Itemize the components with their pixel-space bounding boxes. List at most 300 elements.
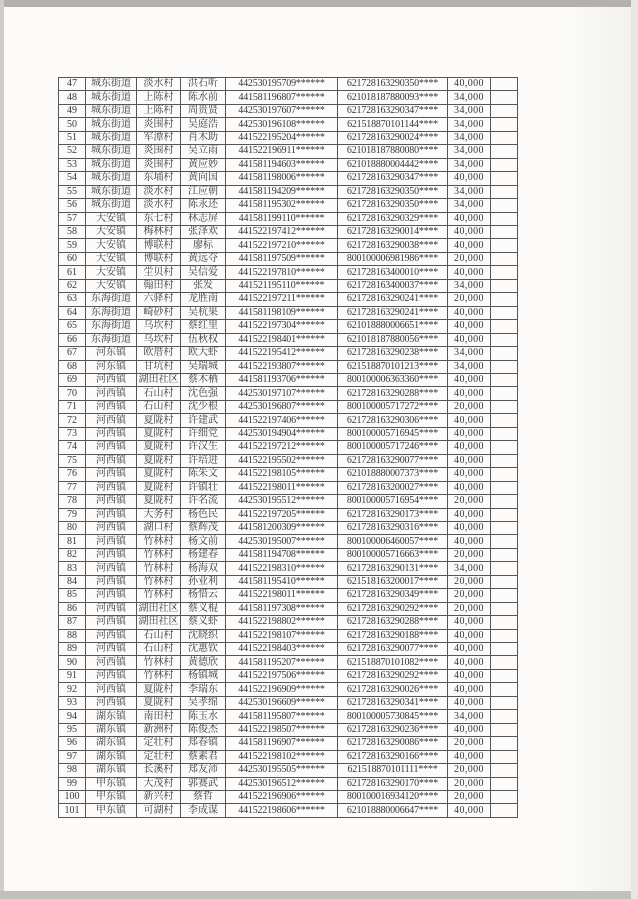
table-row <box>59 118 518 131</box>
cell-index: 84 <box>59 575 86 588</box>
cell-bank-card-masked: 621018187880080**** <box>338 145 448 158</box>
cell-id-masked: 441522197810****** <box>226 266 338 279</box>
cell-blank <box>491 239 518 252</box>
cell-index: 60 <box>59 252 86 265</box>
table-row <box>59 791 518 804</box>
table-row <box>59 764 518 777</box>
table-row <box>59 347 518 360</box>
cell-index: 66 <box>59 333 86 346</box>
cell-name: 吴信爱 <box>181 266 226 279</box>
cell-village: 竹林村 <box>137 562 181 575</box>
cell-village: 夏陇村 <box>137 495 181 508</box>
cell-name: 许汉生 <box>181 441 226 454</box>
cell-amount: 34,000 <box>448 145 491 158</box>
cell-id-masked: 441522198606****** <box>226 804 338 818</box>
cell-bank-card-masked: 800100006981986**** <box>338 252 448 265</box>
cell-id-masked: 441581197509****** <box>226 252 338 265</box>
cell-name: 郑春镇 <box>181 737 226 750</box>
cell-bank-card-masked: 621018880006647**** <box>338 804 448 818</box>
cell-index: 64 <box>59 306 86 319</box>
cell-bank-card-masked: 621728163290077**** <box>338 643 448 656</box>
table-row <box>59 252 518 265</box>
cell-amount: 40,000 <box>448 333 491 346</box>
cell-index: 69 <box>59 373 86 386</box>
cell-name: 沈少根 <box>181 400 226 413</box>
cell-bank-card-masked: 800100005716945**** <box>338 427 448 440</box>
cell-id-masked: 442530196512****** <box>226 777 338 790</box>
cell-blank <box>491 185 518 198</box>
cell-bank-card-masked: 621518870101213**** <box>338 360 448 373</box>
cell-bank-card-masked: 621728163290170**** <box>338 777 448 790</box>
cell-village: 博联村 <box>137 252 181 265</box>
cell-village: 欧厝村 <box>137 347 181 360</box>
cell-blank <box>491 427 518 440</box>
cell-village: 翰田村 <box>137 279 181 292</box>
table-row <box>59 199 518 212</box>
cell-id-masked: 442530196807****** <box>226 400 338 413</box>
cell-amount: 40,000 <box>448 508 491 521</box>
cell-bank-card-masked: 621018187880093**** <box>338 91 448 104</box>
cell-id-masked: 441521195110****** <box>226 279 338 292</box>
cell-index: 99 <box>59 777 86 790</box>
cell-town: 湖东镇 <box>86 764 137 777</box>
cell-id-masked: 441581195410****** <box>226 575 338 588</box>
cell-bank-card-masked: 621728163290347**** <box>338 104 448 117</box>
cell-bank-card-masked: 621728163290341**** <box>338 696 448 709</box>
cell-town: 河西镇 <box>86 495 137 508</box>
table-row <box>59 683 518 696</box>
cell-town: 城东街道 <box>86 104 137 117</box>
cell-index: 78 <box>59 495 86 508</box>
cell-blank <box>491 602 518 615</box>
cell-bank-card-masked: 621728163290238**** <box>338 347 448 360</box>
cell-amount: 34,000 <box>448 118 491 131</box>
cell-id-masked: 442530195505****** <box>226 764 338 777</box>
table-row <box>59 669 518 682</box>
cell-id-masked: 441522197406****** <box>226 414 338 427</box>
cell-name: 许建武 <box>181 414 226 427</box>
cell-id-masked: 441581196907****** <box>226 737 338 750</box>
cell-village: 乌坎村 <box>137 320 181 333</box>
cell-index: 74 <box>59 441 86 454</box>
cell-index: 82 <box>59 548 86 561</box>
cell-blank <box>491 696 518 709</box>
table-row <box>59 145 518 158</box>
cell-town: 河西镇 <box>86 468 137 481</box>
cell-id-masked: 441522197205****** <box>226 508 338 521</box>
cell-blank <box>491 683 518 696</box>
table-row <box>59 710 518 723</box>
cell-name: 黄应妙 <box>181 158 226 171</box>
cell-amount: 20,000 <box>448 495 491 508</box>
cell-blank <box>491 306 518 319</box>
cell-amount: 20,000 <box>448 791 491 804</box>
cell-name: 杨惜云 <box>181 589 226 602</box>
cell-id-masked: 441581195207****** <box>226 656 338 669</box>
table-row <box>59 158 518 171</box>
photo-edge-top <box>0 0 638 7</box>
cell-blank <box>491 252 518 265</box>
cell-id-masked: 441522198403****** <box>226 643 338 656</box>
cell-index: 97 <box>59 750 86 763</box>
cell-id-masked: 441581195807****** <box>226 710 338 723</box>
cell-id-masked: 441522197506****** <box>226 669 338 682</box>
table-row <box>59 172 518 185</box>
cell-town: 河西镇 <box>86 535 137 548</box>
cell-blank <box>491 158 518 171</box>
cell-amount: 34,000 <box>448 104 491 117</box>
cell-amount: 34,000 <box>448 562 491 575</box>
cell-bank-card-masked: 621728163200027**** <box>338 481 448 494</box>
cell-index: 100 <box>59 791 86 804</box>
cell-town: 河西镇 <box>86 683 137 696</box>
cell-name: 杨建春 <box>181 548 226 561</box>
cell-blank <box>491 266 518 279</box>
cell-amount: 40,000 <box>448 481 491 494</box>
cell-village: 新兴村 <box>137 791 181 804</box>
cell-id-masked: 441581194603****** <box>226 158 338 171</box>
cell-town: 河西镇 <box>86 575 137 588</box>
cell-bank-card-masked: 800100005730845**** <box>338 710 448 723</box>
cell-id-masked: 441522195412****** <box>226 347 338 360</box>
cell-village: 长溪村 <box>137 764 181 777</box>
cell-town: 东海街道 <box>86 333 137 346</box>
cell-name: 李瑞东 <box>181 683 226 696</box>
cell-id-masked: 442530196609****** <box>226 696 338 709</box>
cell-amount: 40,000 <box>448 172 491 185</box>
cell-name: 陈朱文 <box>181 468 226 481</box>
cell-village: 石山村 <box>137 643 181 656</box>
cell-blank <box>491 777 518 790</box>
cell-blank <box>491 333 518 346</box>
cell-village: 夏陇村 <box>137 441 181 454</box>
cell-amount: 40,000 <box>448 212 491 225</box>
cell-bank-card-masked: 621728163400010**** <box>338 266 448 279</box>
cell-village: 竹林村 <box>137 589 181 602</box>
table-row <box>59 185 518 198</box>
cell-bank-card-masked: 621728163290288**** <box>338 387 448 400</box>
cell-bank-card-masked: 621728163290288**** <box>338 616 448 629</box>
cell-amount: 40,000 <box>448 696 491 709</box>
cell-amount: 40,000 <box>448 306 491 319</box>
cell-bank-card-masked: 621728163290131**** <box>338 562 448 575</box>
cell-village: 夏陇村 <box>137 481 181 494</box>
cell-amount: 40,000 <box>448 683 491 696</box>
table-row <box>59 104 518 117</box>
cell-amount: 20,000 <box>448 293 491 306</box>
cell-blank <box>491 575 518 588</box>
cell-amount: 40,000 <box>448 616 491 629</box>
table-row <box>59 414 518 427</box>
table-row <box>59 212 518 225</box>
cell-town: 河西镇 <box>86 669 137 682</box>
cell-blank <box>491 78 518 91</box>
cell-id-masked: 442530195007****** <box>226 535 338 548</box>
cell-amount: 40,000 <box>448 643 491 656</box>
cell-amount: 20,000 <box>448 548 491 561</box>
cell-village: 梅林村 <box>137 225 181 238</box>
cell-index: 51 <box>59 131 86 144</box>
cell-index: 95 <box>59 723 86 736</box>
cell-id-masked: 442530194904****** <box>226 427 338 440</box>
cell-id-masked: 441522197211****** <box>226 293 338 306</box>
cell-village: 大茂村 <box>137 777 181 790</box>
cell-village: 乌坎村 <box>137 333 181 346</box>
cell-blank <box>491 804 518 818</box>
cell-index: 57 <box>59 212 86 225</box>
table-row <box>59 279 518 292</box>
cell-index: 83 <box>59 562 86 575</box>
cell-amount: 40,000 <box>448 468 491 481</box>
cell-name: 沈晓织 <box>181 629 226 642</box>
cell-name: 伍秋权 <box>181 333 226 346</box>
cell-bank-card-masked: 621518870101144**** <box>338 118 448 131</box>
cell-index: 87 <box>59 616 86 629</box>
cell-village: 湖田社区 <box>138 602 179 614</box>
cell-blank <box>491 131 518 144</box>
cell-amount: 40,000 <box>448 414 491 427</box>
cell-town: 河西镇 <box>86 629 137 642</box>
cell-blank <box>491 441 518 454</box>
table-row <box>59 454 518 467</box>
cell-blank <box>491 360 518 373</box>
cell-amount: 20,000 <box>448 737 491 750</box>
cell-town: 东海街道 <box>86 320 137 333</box>
cell-bank-card-masked: 800100005717246**** <box>338 441 448 454</box>
cell-amount: 34,000 <box>448 360 491 373</box>
table-row <box>59 616 518 629</box>
cell-bank-card-masked: 621728163290241**** <box>338 293 448 306</box>
cell-village: 炎围村 <box>137 118 181 131</box>
cell-id-masked: 441522197304****** <box>226 320 338 333</box>
cell-name: 吴孝绵 <box>181 696 226 709</box>
cell-index: 98 <box>59 764 86 777</box>
cell-id-masked: 441522198102****** <box>226 750 338 763</box>
cell-name: 沈惠钦 <box>181 643 226 656</box>
cell-amount: 40,000 <box>448 373 491 386</box>
cell-town: 大安镇 <box>86 279 137 292</box>
table-row <box>59 427 518 440</box>
cell-village: 竹林村 <box>137 548 181 561</box>
cell-amount: 20,000 <box>448 602 491 615</box>
cell-village: 竹林村 <box>137 656 181 669</box>
cell-village: 六驿村 <box>137 293 181 306</box>
cell-village: 石山村 <box>137 387 181 400</box>
cell-name: 吴立雨 <box>181 145 226 158</box>
table-row <box>59 629 518 642</box>
cell-name: 许名流 <box>181 495 226 508</box>
table-row <box>59 400 518 413</box>
cell-town: 河西镇 <box>86 427 137 440</box>
table-row <box>59 320 518 333</box>
cell-name: 龙胜南 <box>181 293 226 306</box>
cell-bank-card-masked: 621728163290038**** <box>338 239 448 252</box>
cell-village: 可湖村 <box>137 804 181 818</box>
cell-amount: 20,000 <box>448 764 491 777</box>
cell-index: 93 <box>59 696 86 709</box>
cell-id-masked: 441581193706****** <box>226 373 338 386</box>
cell-index: 47 <box>59 78 86 91</box>
cell-index: 90 <box>59 656 86 669</box>
cell-blank <box>491 481 518 494</box>
cell-id-masked: 441522198107****** <box>226 629 338 642</box>
cell-index: 85 <box>59 589 86 602</box>
cell-village: 淡水村 <box>137 78 181 91</box>
cell-name: 黄德欣 <box>181 656 226 669</box>
cell-name: 蔡木栖 <box>181 373 226 386</box>
cell-blank <box>491 414 518 427</box>
cell-town: 城东街道 <box>86 131 137 144</box>
cell-amount: 34,000 <box>448 158 491 171</box>
cell-town: 河西镇 <box>86 548 137 561</box>
cell-village: 夏陇村 <box>137 696 181 709</box>
cell-name: 洪石听 <box>181 78 226 91</box>
cell-village: 淡水村 <box>137 185 181 198</box>
cell-name: 江应朝 <box>181 185 226 198</box>
cell-village: 坣贝村 <box>137 266 181 279</box>
cell-id-masked: 441581198109****** <box>226 306 338 319</box>
cell-id-masked: 441581200309****** <box>226 521 338 534</box>
cell-name: 沈色强 <box>181 387 226 400</box>
cell-id-masked: 441522198105****** <box>226 468 338 481</box>
table-row <box>59 387 518 400</box>
cell-id-masked: 442530197107****** <box>226 387 338 400</box>
cell-amount: 40,000 <box>448 239 491 252</box>
cell-name: 郭赛武 <box>181 777 226 790</box>
cell-index: 73 <box>59 427 86 440</box>
cell-amount: 40,000 <box>448 669 491 682</box>
cell-village: 博联村 <box>137 239 181 252</box>
cell-amount: 40,000 <box>448 535 491 548</box>
cell-village: 炎围村 <box>137 145 181 158</box>
cell-bank-card-masked: 621728163290173**** <box>338 508 448 521</box>
cell-id-masked: 442530195709****** <box>226 78 338 91</box>
cell-blank <box>491 320 518 333</box>
cell-id-masked: 442530195512****** <box>226 495 338 508</box>
table-row <box>59 804 518 818</box>
cell-village: 炎围村 <box>137 158 181 171</box>
table-row <box>59 562 518 575</box>
cell-amount: 40,000 <box>448 723 491 736</box>
cell-blank <box>491 104 518 117</box>
cell-town: 湖东镇 <box>86 750 137 763</box>
table-row <box>59 535 518 548</box>
cell-name: 陈永还 <box>181 199 226 212</box>
table-row <box>59 306 518 319</box>
cell-blank <box>491 508 518 521</box>
cell-name: 吴庭浩 <box>181 118 226 131</box>
cell-name: 许细党 <box>181 427 226 440</box>
cell-name: 蔡素君 <box>181 750 226 763</box>
cell-name: 蔡红里 <box>181 320 226 333</box>
cell-bank-card-masked: 621728163290166**** <box>338 750 448 763</box>
cell-amount: 40,000 <box>448 804 491 818</box>
cell-id-masked: 441522198401****** <box>226 333 338 346</box>
cell-index: 52 <box>59 145 86 158</box>
table-row <box>59 495 518 508</box>
cell-town: 湖东镇 <box>86 737 137 750</box>
cell-index: 56 <box>59 199 86 212</box>
cell-name: 杨镇城 <box>181 669 226 682</box>
cell-index: 75 <box>59 454 86 467</box>
cell-blank <box>491 347 518 360</box>
cell-village: 东七村 <box>137 212 181 225</box>
cell-index: 101 <box>59 804 86 818</box>
cell-town: 大安镇 <box>86 212 137 225</box>
cell-town: 大安镇 <box>86 239 137 252</box>
cell-id-masked: 441522198310****** <box>226 562 338 575</box>
cell-village: 甘坑村 <box>137 360 181 373</box>
table-row <box>59 723 518 736</box>
table-row <box>59 696 518 709</box>
cell-village: 石山村 <box>137 400 181 413</box>
cell-blank <box>491 750 518 763</box>
cell-amount: 20,000 <box>448 252 491 265</box>
photo-edge-right <box>631 0 638 899</box>
cell-village: 夏陇村 <box>137 454 181 467</box>
cell-village: 崎砂村 <box>137 306 181 319</box>
cell-town: 城东街道 <box>86 145 137 158</box>
cell-index: 62 <box>59 279 86 292</box>
cell-name: 许镇壮 <box>181 481 226 494</box>
cell-amount: 40,000 <box>448 225 491 238</box>
cell-blank <box>491 764 518 777</box>
cell-blank <box>491 791 518 804</box>
cell-amount: 20,000 <box>448 400 491 413</box>
cell-amount: 40,000 <box>448 441 491 454</box>
cell-bank-card-masked: 621018880006651**** <box>338 320 448 333</box>
cell-amount: 34,000 <box>448 347 491 360</box>
cell-amount: 20,000 <box>448 777 491 790</box>
cell-id-masked: 441522195204****** <box>226 131 338 144</box>
cell-name: 郑友沛 <box>181 764 226 777</box>
cell-index: 61 <box>59 266 86 279</box>
cell-id-masked: 441522197412****** <box>226 225 338 238</box>
cell-name: 吴杭果 <box>181 306 226 319</box>
cell-amount: 40,000 <box>448 266 491 279</box>
cell-id-masked: 441581196807****** <box>226 91 338 104</box>
cell-blank <box>491 172 518 185</box>
cell-name: 张泽欢 <box>181 225 226 238</box>
cell-town: 城东街道 <box>86 78 137 91</box>
cell-village: 军潭村 <box>137 131 181 144</box>
cell-town: 河西镇 <box>86 562 137 575</box>
table-row <box>59 225 518 238</box>
cell-index: 79 <box>59 508 86 521</box>
cell-village: 石山村 <box>137 629 181 642</box>
cell-village: 湖口村 <box>137 521 181 534</box>
cell-id-masked: 441581198006****** <box>226 172 338 185</box>
cell-index: 72 <box>59 414 86 427</box>
cell-amount: 34,000 <box>448 185 491 198</box>
cell-name: 肖木助 <box>181 131 226 144</box>
cell-index: 49 <box>59 104 86 117</box>
table-row <box>59 737 518 750</box>
cell-town: 城东街道 <box>86 118 137 131</box>
cell-town: 河西镇 <box>86 656 137 669</box>
cell-bank-card-masked: 621728163290349**** <box>338 589 448 602</box>
cell-blank <box>491 669 518 682</box>
cell-blank <box>491 454 518 467</box>
cell-town: 河西镇 <box>86 602 137 615</box>
cell-village: 夏陇村 <box>137 414 181 427</box>
cell-village: 上陈村 <box>137 91 181 104</box>
cell-blank <box>491 562 518 575</box>
cell-town: 河东镇 <box>86 347 137 360</box>
table-row <box>59 333 518 346</box>
table-row <box>59 360 518 373</box>
cell-bank-card-masked: 621518870101111**** <box>338 764 448 777</box>
